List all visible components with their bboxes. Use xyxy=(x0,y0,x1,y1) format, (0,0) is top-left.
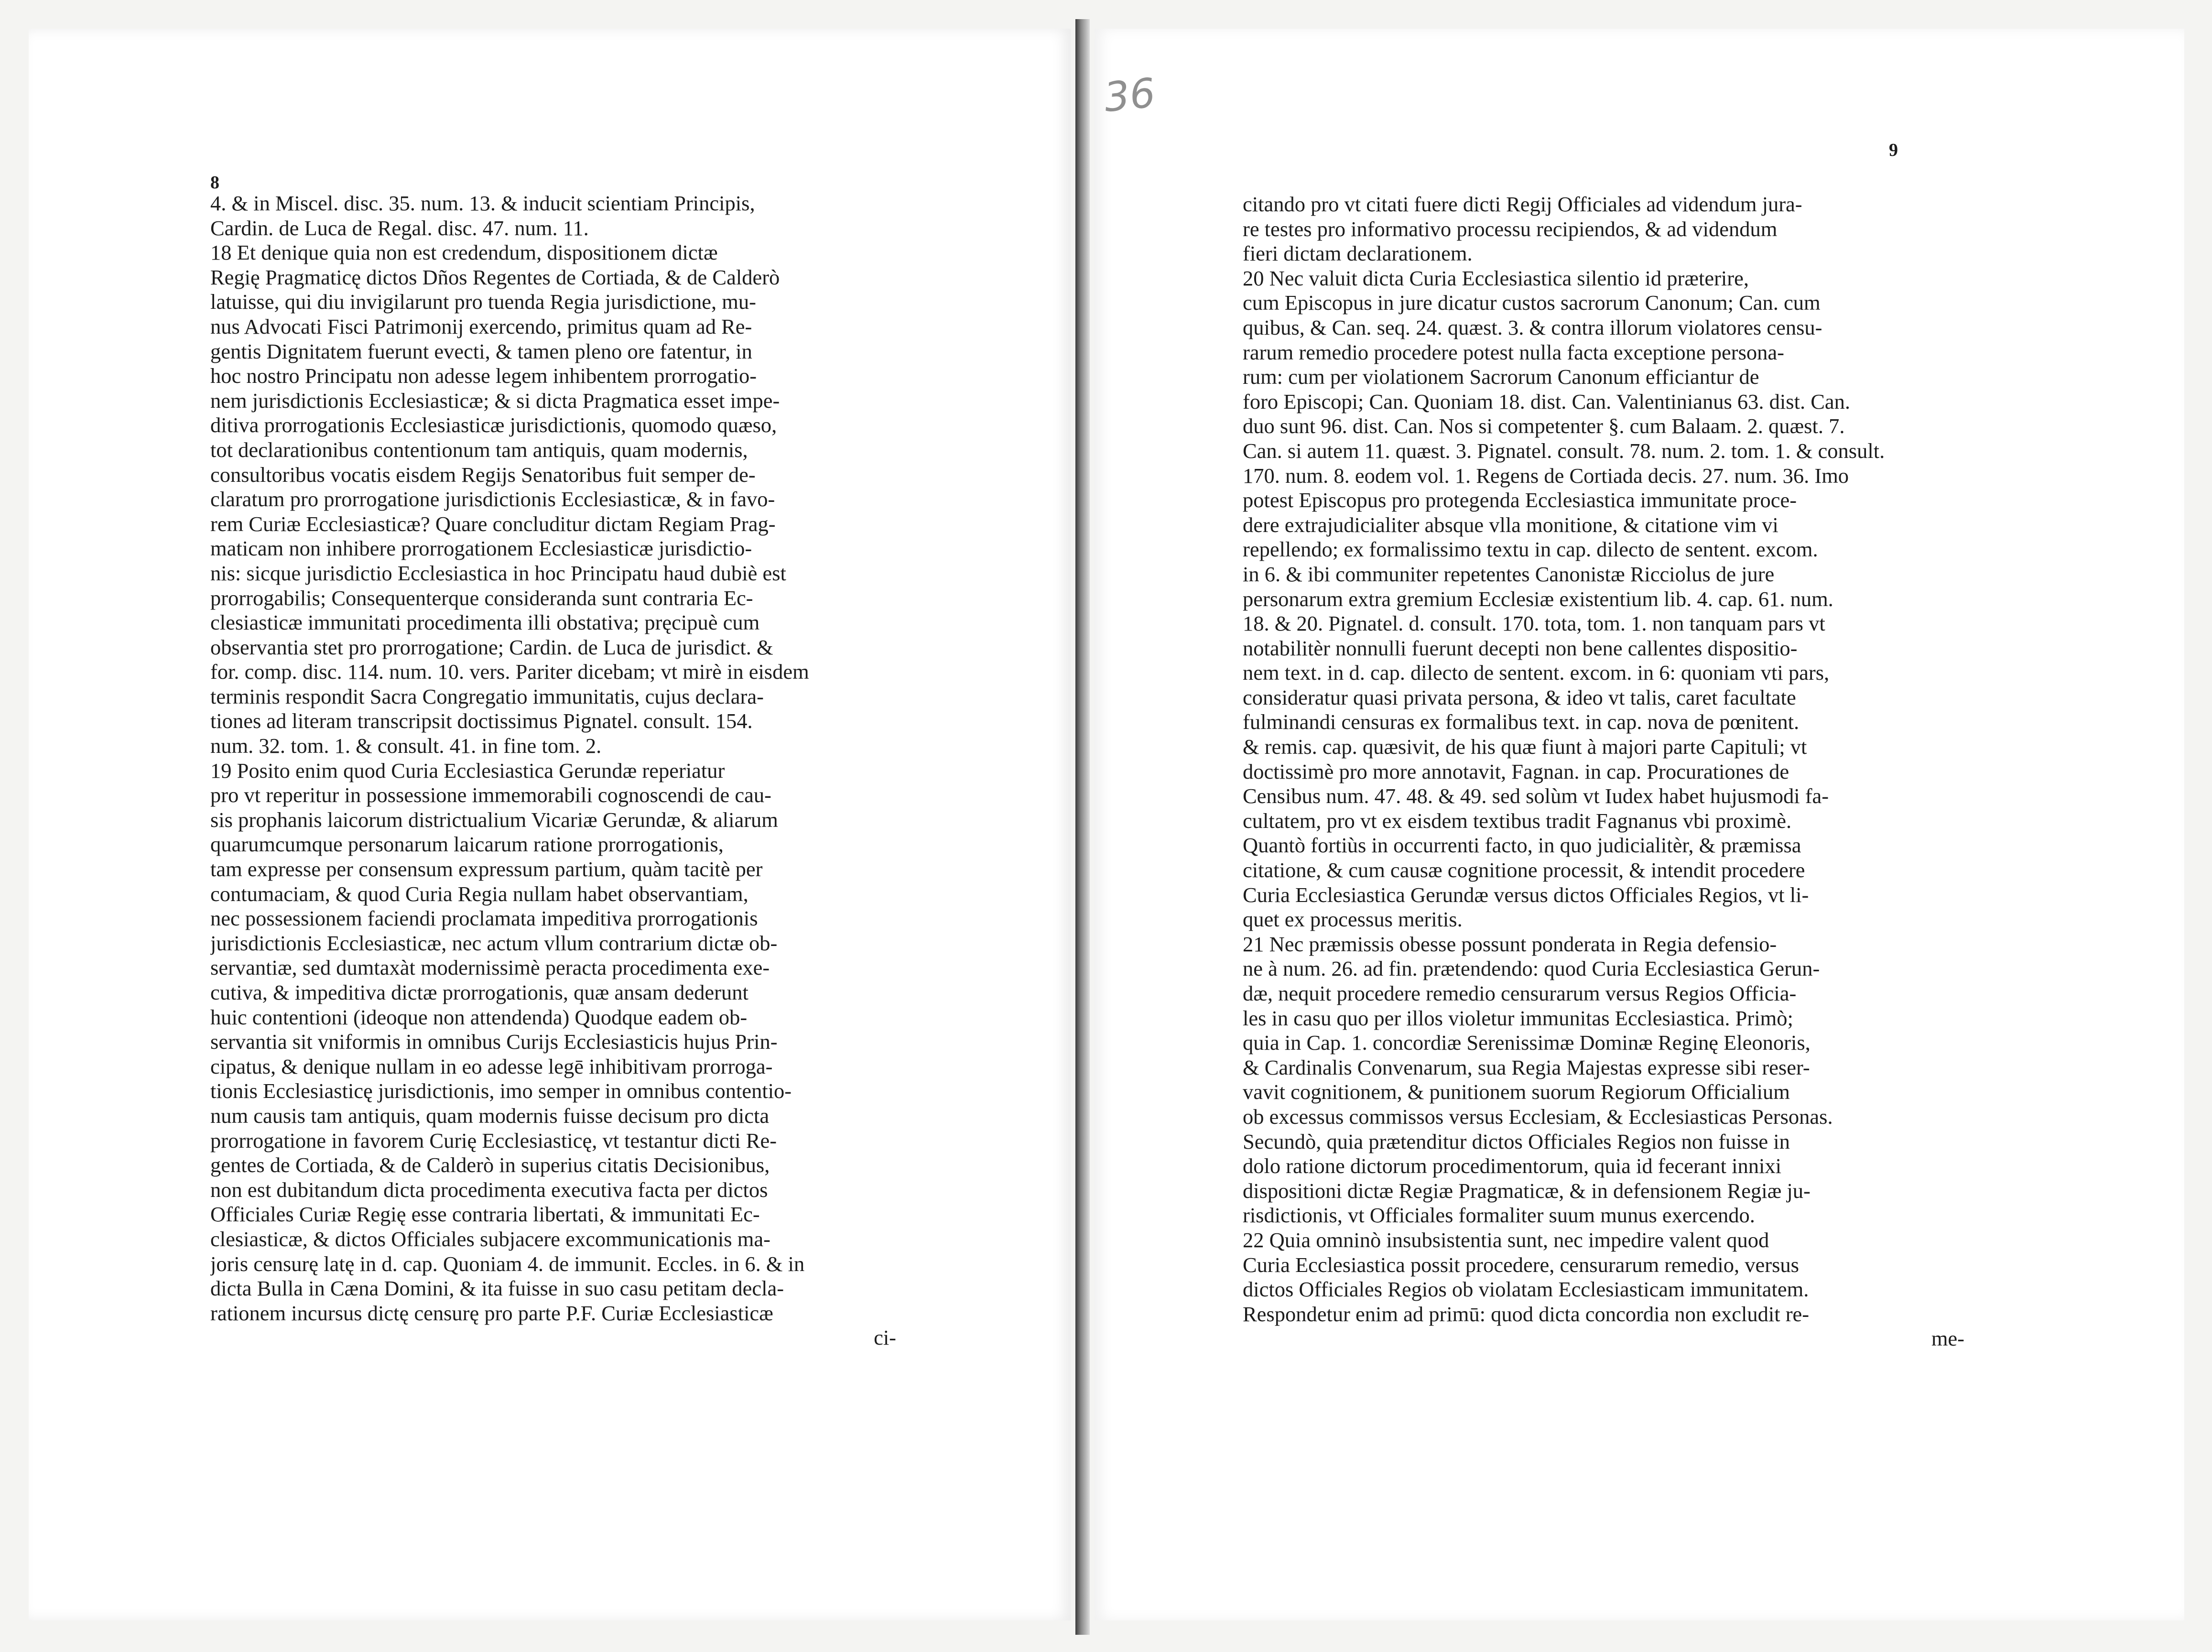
page-number: 9 xyxy=(1889,140,1898,160)
text-line: jurisdictionis Ecclesiasticæ, nec actum vllum contrarium dictæ ob- xyxy=(210,931,778,955)
text-line: dispositioni dictæ Regiæ Pragmaticæ, & in defensionem Regiæ ju- xyxy=(1243,1178,1811,1203)
text-line: notabilitèr nonnulli fuerunt decepti non bene callentes dispositio- xyxy=(1243,636,1798,660)
text-line: rem Curiæ Ecclesiasticæ? Quare concluditur dictam Regiam Prag- xyxy=(210,511,776,536)
text-line: & Cardinalis Convenarum, sua Regia Majestas expresse sibi reser- xyxy=(1243,1055,1810,1079)
text-line: 22 Quia omninò insubsistentia sunt, nec impedire valent quod xyxy=(1243,1228,1769,1252)
book-gutter xyxy=(1075,19,1090,1635)
text-line: joris censurę latę in d. cap. Quoniam 4. de immunit. Eccles. in 6. & in xyxy=(210,1251,805,1276)
text-line: & remis. cap. quæsivit, de his quæ fiunt à majori parte Capituli; vt xyxy=(1243,735,1807,759)
text-line: foro Episcopi; Can. Quoniam 18. dist. Can. Valentinianus 63. dist. Can. xyxy=(1243,389,1851,413)
text-line: Quantò fortiùs in occurrenti facto, in quo judicialitèr, & præmissa xyxy=(1243,833,1801,858)
text-line: sis prophanis laicorum districtualium Vicariæ Gerundæ, & aliarum xyxy=(210,807,778,832)
text-line: non est dubitandum dicta procedimenta executiva facta per dictos xyxy=(210,1177,768,1202)
text-line: citatione, & cum causæ cognitione processit, & intendit procedere xyxy=(1243,858,1805,882)
right-page-text xyxy=(1243,192,1979,1351)
text-line: terminis respondit Sacra Congregatio immunitatis, cujus declara- xyxy=(210,684,764,708)
left-page xyxy=(29,29,1071,1620)
text-line: in 6. & ibi communiter repetentes Canonistæ Ricciolus de jure xyxy=(1243,562,1775,586)
text-line: ob excessus commissos versus Ecclesiam, & Ecclesiasticas Personas. xyxy=(1243,1104,1833,1129)
text-line: claratum pro prorrogatione jurisdictionis Ecclesiasticæ, & in favo- xyxy=(210,487,775,511)
text-line: re testes pro informativo processu recipiendos, & ad videndum xyxy=(1243,217,1778,241)
text-line: servantiæ, sed dumtaxàt modernissimè peracta procedimenta exe- xyxy=(210,956,770,980)
text-line: 170. num. 8. eodem vol. 1. Regens de Cortiada decis. 27. num. 36. Imo xyxy=(1243,463,1849,488)
text-line: 21 Nec præmissis obesse possunt ponderata in Regia defensio- xyxy=(1243,932,1777,956)
catchword: me- xyxy=(1931,1326,1964,1351)
text-line: quarumcumque personarum laicarum ratione prorrogationis, xyxy=(210,832,724,857)
text-line: Censibus num. 47. 48. & 49. sed solùm vt Iudex habet hujusmodi fa- xyxy=(1243,784,1829,808)
text-line: quia in Cap. 1. concordiæ Serenissimæ Dominæ Reginę Eleonoris, xyxy=(1243,1031,1811,1055)
text-line: 18. & 20. Pignatel. d. consult. 170. tota, tom. 1. non tanquam pars vt xyxy=(1243,611,1825,636)
text-line: Can. si autem 11. quæst. 3. Pignatel. consult. 78. num. 2. tom. 1. & consult. xyxy=(1243,438,1885,463)
text-line: clesiasticæ, & dictos Officiales subjacere excommunicationis ma- xyxy=(210,1227,770,1251)
text-line: tionis Ecclesiasticę jurisdictionis, imo semper in omnibus contentio- xyxy=(210,1079,792,1103)
text-line: tam expresse per consensum expressum partium, quàm tacitè per xyxy=(210,857,763,881)
text-line: clesiasticæ immunitati procedimenta illi obstativa; pręcipuè cum xyxy=(210,610,760,635)
text-line: nem jurisdictionis Ecclesiasticæ; & si dicta Pragmatica esset impe- xyxy=(210,388,780,413)
catchword: ci- xyxy=(874,1326,896,1350)
text-line: servantia sit vniformis in omnibus Curijs Ecclesiasticis hujus Prin- xyxy=(210,1030,778,1054)
text-line: gentis Dignitatem fuerunt evecti, & tamen pleno ore fatentur, in xyxy=(210,339,752,363)
text-line: 4. & in Miscel. disc. 35. num. 13. & inducit scientiam Principis, xyxy=(210,191,755,215)
text-line: risdictionis, vt Officiales formaliter suum munus exercendo. xyxy=(1243,1203,1755,1228)
text-line: Curia Ecclesiastica Gerundæ versus dictos Officiales Regios, vt li- xyxy=(1243,882,1809,907)
text-line: tiones ad literam transcripsit doctissimus Pignatel. consult. 154. xyxy=(210,709,753,733)
text-line: dicta Bulla in Cæna Domini, & ita fuisse in suo casu petitam decla- xyxy=(210,1276,784,1301)
text-line: pro vt reperitur in possessione immemorabili cognoscendi de cau- xyxy=(210,783,771,807)
text-line: tot declarationibus contentionum tam antiquis, quam modernis, xyxy=(210,437,748,462)
text-line: consultoribus vocatis eisdem Regijs Senatoribus fuit semper de- xyxy=(210,462,756,487)
text-line: maticam non inhibere prorrogationem Ecclesiasticæ jurisdictio- xyxy=(210,536,752,561)
text-line: repellendo; ex formalissimo textu in cap. dilecto de sentent. excom. xyxy=(1243,537,1818,562)
left-page-text xyxy=(210,191,911,1350)
text-line: prorrogabilis; Consequenterque consideranda sunt contraria Ec- xyxy=(210,586,753,610)
text-line: Respondetur enim ad primū: quod dicta concordia non excludit re- xyxy=(1243,1302,1810,1326)
text-line: hoc nostro Principatu non adesse legem inhibentem prorrogatio- xyxy=(210,364,757,388)
text-line: Secundò, quia prætenditur dictos Officiales Regios non fuisse in xyxy=(1243,1129,1790,1153)
text-line: latuisse, qui diu invigilarunt pro tuenda Regia jurisdictione, mu- xyxy=(210,290,756,314)
text-line: fieri dictam declarationem. xyxy=(1243,241,1473,266)
text-line: nem text. in d. cap. dilecto de sentent. excom. in 6: quoniam vti pars, xyxy=(1243,661,1830,685)
text-line: dæ, nequit procedere remedio censurarum versus Regios Officia- xyxy=(1243,981,1797,1005)
text-line: dolo ratione dictorum procedimentorum, quia id fecerant innixi xyxy=(1243,1154,1781,1178)
folio-number: 36 xyxy=(1102,69,1158,121)
text-line: dere extrajudicialiter absque vlla monitione, & citatione vim vi xyxy=(1243,512,1778,537)
text-line: nis: sicque jurisdictio Ecclesiastica in hoc Principatu haud dubiè est xyxy=(210,561,786,585)
text-line: 19 Posito enim quod Curia Ecclesiastica Gerundæ reperiatur xyxy=(210,758,725,783)
text-line: prorrogatione in favorem Curię Ecclesiasticę, vt testantur dicti Re- xyxy=(210,1128,777,1152)
text-line: nec possessionem faciendi proclamata impeditiva prorrogationis xyxy=(210,906,758,931)
text-line: 18 Et denique quia non est credendum, dispositionem dictæ xyxy=(210,240,718,265)
text-line: for. comp. disc. 114. num. 10. vers. Pariter dicebam; vt mirè in eisdem xyxy=(210,660,809,684)
text-line: num causis tam antiquis, quam modernis fuisse decisum pro dicta xyxy=(210,1103,770,1128)
text-line: ne à num. 26. ad fin. prætendendo: quod Curia Ecclesiastica Gerun- xyxy=(1243,956,1820,981)
text-line: contumaciam, & quod Curia Regia nullam habet observantiam, xyxy=(210,881,748,906)
text-line: 20 Nec valuit dicta Curia Ecclesiastica silentio id præterire, xyxy=(1243,266,1749,290)
text-line: quet ex processus meritis. xyxy=(1243,907,1463,932)
text-line: cum Episcopus in jure dicatur custos sacrorum Canonum; Can. cum xyxy=(1243,291,1821,315)
text-line: rationem incursus dictę censurę pro parte P.F. Curiæ Ecclesiasticæ xyxy=(210,1301,773,1325)
text-line: Cardin. de Luca de Regal. disc. 47. num. 11. xyxy=(210,216,589,240)
text-line: rum: cum per violationem Sacrorum Canonum efficiantur de xyxy=(1243,365,1759,389)
text-line: observantia stet pro prorrogatione; Cardin. de Luca de jurisdict. & xyxy=(210,635,773,659)
text-line: citando pro vt citati fuere dicti Regij Officiales ad videndum jura- xyxy=(1243,192,1802,216)
text-line: les in casu quo per illos violetur immunitas Ecclesiastica. Primò; xyxy=(1243,1006,1793,1030)
text-line: rarum remedio procedere potest nulla facta exceptione persona- xyxy=(1243,340,1784,364)
text-line: huic contentioni (ideoque non attendenda) Quodque eadem ob- xyxy=(210,1005,748,1029)
text-line: personarum extra gremium Ecclesiæ existentium lib. 4. cap. 61. num. xyxy=(1243,587,1833,611)
text-line: quibus, & Can. seq. 24. quæst. 3. & contra illorum violatores censu- xyxy=(1243,315,1822,339)
text-line: duo sunt 96. dist. Can. Nos si competenter §. cum Balaam. 2. quæst. 7. xyxy=(1243,414,1845,438)
text-line: Officiales Curiæ Regię esse contraria libertati, & immunitati Ec- xyxy=(210,1202,760,1227)
text-line: vavit cognitionem, & punitionem suorum Regiorum Officialium xyxy=(1243,1080,1790,1104)
text-line: gentes de Cortiada, & de Calderò in superius citatis Decisionibus, xyxy=(210,1153,770,1177)
text-line: nus Advocati Fisci Patrimonij exercendo, primitus quam ad Re- xyxy=(210,314,752,338)
page-number: 8 xyxy=(210,173,219,193)
text-line: dictos Officiales Regios ob violatam Ecclesiasticam immunitatem. xyxy=(1243,1277,1809,1302)
text-line: Regię Pragmaticę dictos Dños Regentes de Cortiada, & de Calderò xyxy=(210,265,780,289)
text-line: fulminandi censuras ex formalibus text. in cap. nova de pœnitent. xyxy=(1243,710,1800,734)
text-line: doctissimè pro more annotavit, Fagnan. in cap. Procurationes de xyxy=(1243,759,1789,783)
text-line: cipatus, & denique nullam in eo adesse legē inhibitivam prorroga- xyxy=(210,1054,773,1078)
text-line: potest Episcopus pro protegenda Ecclesiastica immunitate proce- xyxy=(1243,488,1797,512)
text-line: consideratur quasi privata persona, & ideo vt talis, caret facultate xyxy=(1243,685,1796,709)
text-line: num. 32. tom. 1. & consult. 41. in fine tom. 2. xyxy=(210,734,602,758)
text-line: Curia Ecclesiastica possit procedere, censurarum remedio, versus xyxy=(1243,1252,1799,1277)
text-line: cutiva, & impeditiva dictæ prorrogationis, quæ ansam dederunt xyxy=(210,980,748,1004)
text-line: cultatem, pro vt ex eisdem textibus tradit Fagnanus vbi proximè. xyxy=(1243,808,1792,833)
text-line: ditiva prorrogationis Ecclesiasticæ jurisdictionis, quomodo quæso, xyxy=(210,413,777,437)
right-page xyxy=(1095,29,2184,1620)
